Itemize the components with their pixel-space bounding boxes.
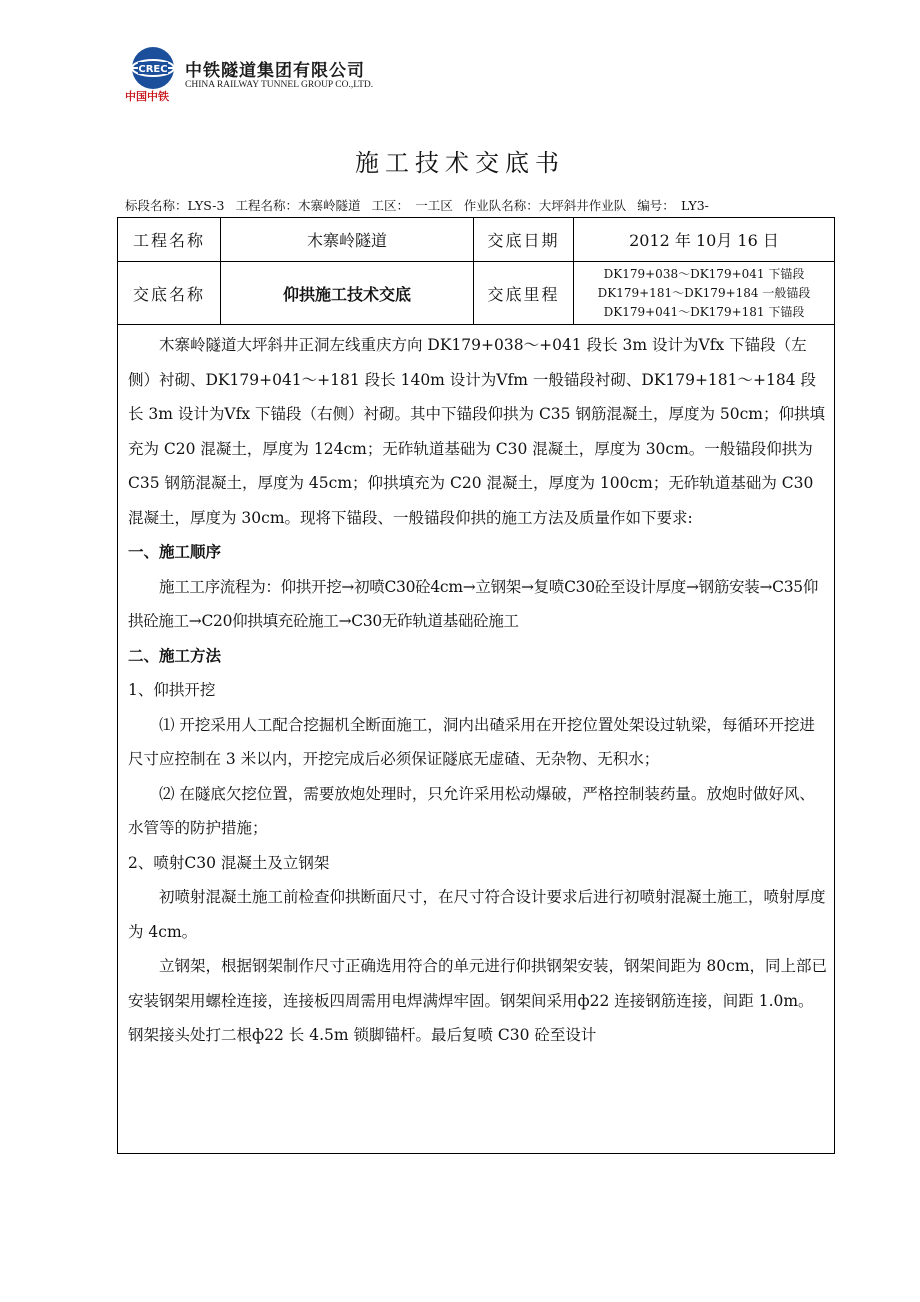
- value-disclosure-date: 2012 年 10月 16 日: [629, 231, 779, 250]
- meta-area: 工区： 一工区: [371, 198, 453, 213]
- label-disclosure-date: 交底日期: [474, 218, 574, 261]
- mileage-line: DK179+038～DK179+041 下锚段: [603, 266, 805, 281]
- company-logo: [122, 45, 422, 105]
- table-row: [118, 262, 834, 325]
- label-disclosure-name: 交底名称: [118, 262, 221, 324]
- paragraph: 立钢架，根据钢架制作尺寸正确选用符合的单元进行仰拱钢架安装，钢架间距为 80cm，同上部已安装钢架用螺栓连接，连接板四周需用电焊满焊牢固。钢架间采用ф22 连接钢筋连接，间距 1.0m。钢架接头处打二根ф22 长 4.5m 锁脚锚杆。最后复喷 C30 砼至设计: [128, 957, 828, 1044]
- intro-paragraph: 木寨岭隧道大坪斜井正洞左线重庆方向 DK179+038～+041 段长 3m 设计为Ⅴfx 下锚段（左侧）衬砌、DK179+041～+181 段长 140m 设计为Ⅴfm 一般锚段衬砌、DK179+181～+184 段长 3m 设计为Ⅴfx 下锚段（右侧）衬砌。其中下锚段仰拱为 C35 钢筋混凝土，厚度为 50cm；仰拱填充为 C20 混凝土，厚度为 124cm；无砟轨道基础为 C30 混凝土，厚度为 30cm。一般锚段仰拱为 C35 钢筋混凝土，厚度为 45cm；仰拱填充为 C20 混凝土，厚度为 100cm；无砟轨道基础为 C30 混凝土，厚度为 30cm。现将下锚段、一般锚段仰拱的施工方法及质量作如下要求:: [128, 336, 825, 527]
- mileage-line: DK179+041～DK179+181 下锚段: [603, 304, 805, 319]
- label-mileage: 交底里程: [474, 262, 574, 324]
- paragraph: 初喷射混凝土施工前检查仰拱断面尺寸，在尺寸符合设计要求后进行初喷射混凝土施工，喷射厚度为 4cm。: [128, 888, 826, 941]
- value-project-name: 木寨岭隧道: [221, 218, 474, 261]
- company-name-en: CHINA RAILWAY TUNNEL GROUP CO.,LTD.: [185, 80, 374, 90]
- value-mileage: [574, 262, 834, 324]
- process-flow: 施工工序流程为：仰拱开挖→初喷C30砼4cm→立钢架→复喷C30砼至设计厚度→钢筋安装→C35仰拱砼施工→C20仰拱填充砼施工→C30无砟轨道基础砼施工: [128, 577, 819, 630]
- document-title: 施工技术交底书: [355, 149, 565, 177]
- disclosure-body: [128, 328, 828, 1053]
- section-heading: 二、施工方法: [128, 646, 222, 665]
- company-name-cn: 中铁隧道集团有限公司: [185, 61, 365, 81]
- meta-section: 标段名称：LYS-3: [125, 198, 225, 213]
- paragraph: ⑴ 开挖采用人工配合挖掘机全断面施工，洞内出碴采用在开挖位置处架设过轨梁，每循环开挖进尺寸应控制在 3 米以内，开挖完成后必须保证隧底无虚碴、无杂物、无积水；: [128, 715, 815, 768]
- label-project-name: 工程名称: [118, 218, 221, 261]
- disclosure-table: [117, 217, 835, 1154]
- logo-letters: CREC: [138, 64, 168, 75]
- crec-logo-icon: [130, 45, 176, 91]
- paragraph: ⑵ 在隧底欠挖位置，需要放炮处理时，只允许采用松动爆破，严格控制装药量。放炮时做好风、水管等的防护措施；: [128, 784, 815, 837]
- mileage-line: DK179+181～DK179+184 一般锚段: [597, 285, 811, 300]
- meta-line: [125, 196, 716, 214]
- subsection-heading: 2、喷射C30 混凝土及立钢架: [128, 853, 330, 872]
- meta-team: 作业队名称：大坪斜井作业队: [463, 198, 627, 213]
- value-disclosure-name: 仰拱施工技术交底: [221, 262, 474, 324]
- meta-number: 编号： LY3-: [637, 198, 709, 213]
- section-heading: 一、施工顺序: [128, 543, 222, 561]
- table-row: [118, 218, 834, 262]
- logo-subtitle: 中国中铁: [125, 90, 169, 103]
- subsection-heading: 1、仰拱开挖: [128, 681, 216, 699]
- meta-project: 工程名称：木寨岭隧道: [235, 198, 361, 213]
